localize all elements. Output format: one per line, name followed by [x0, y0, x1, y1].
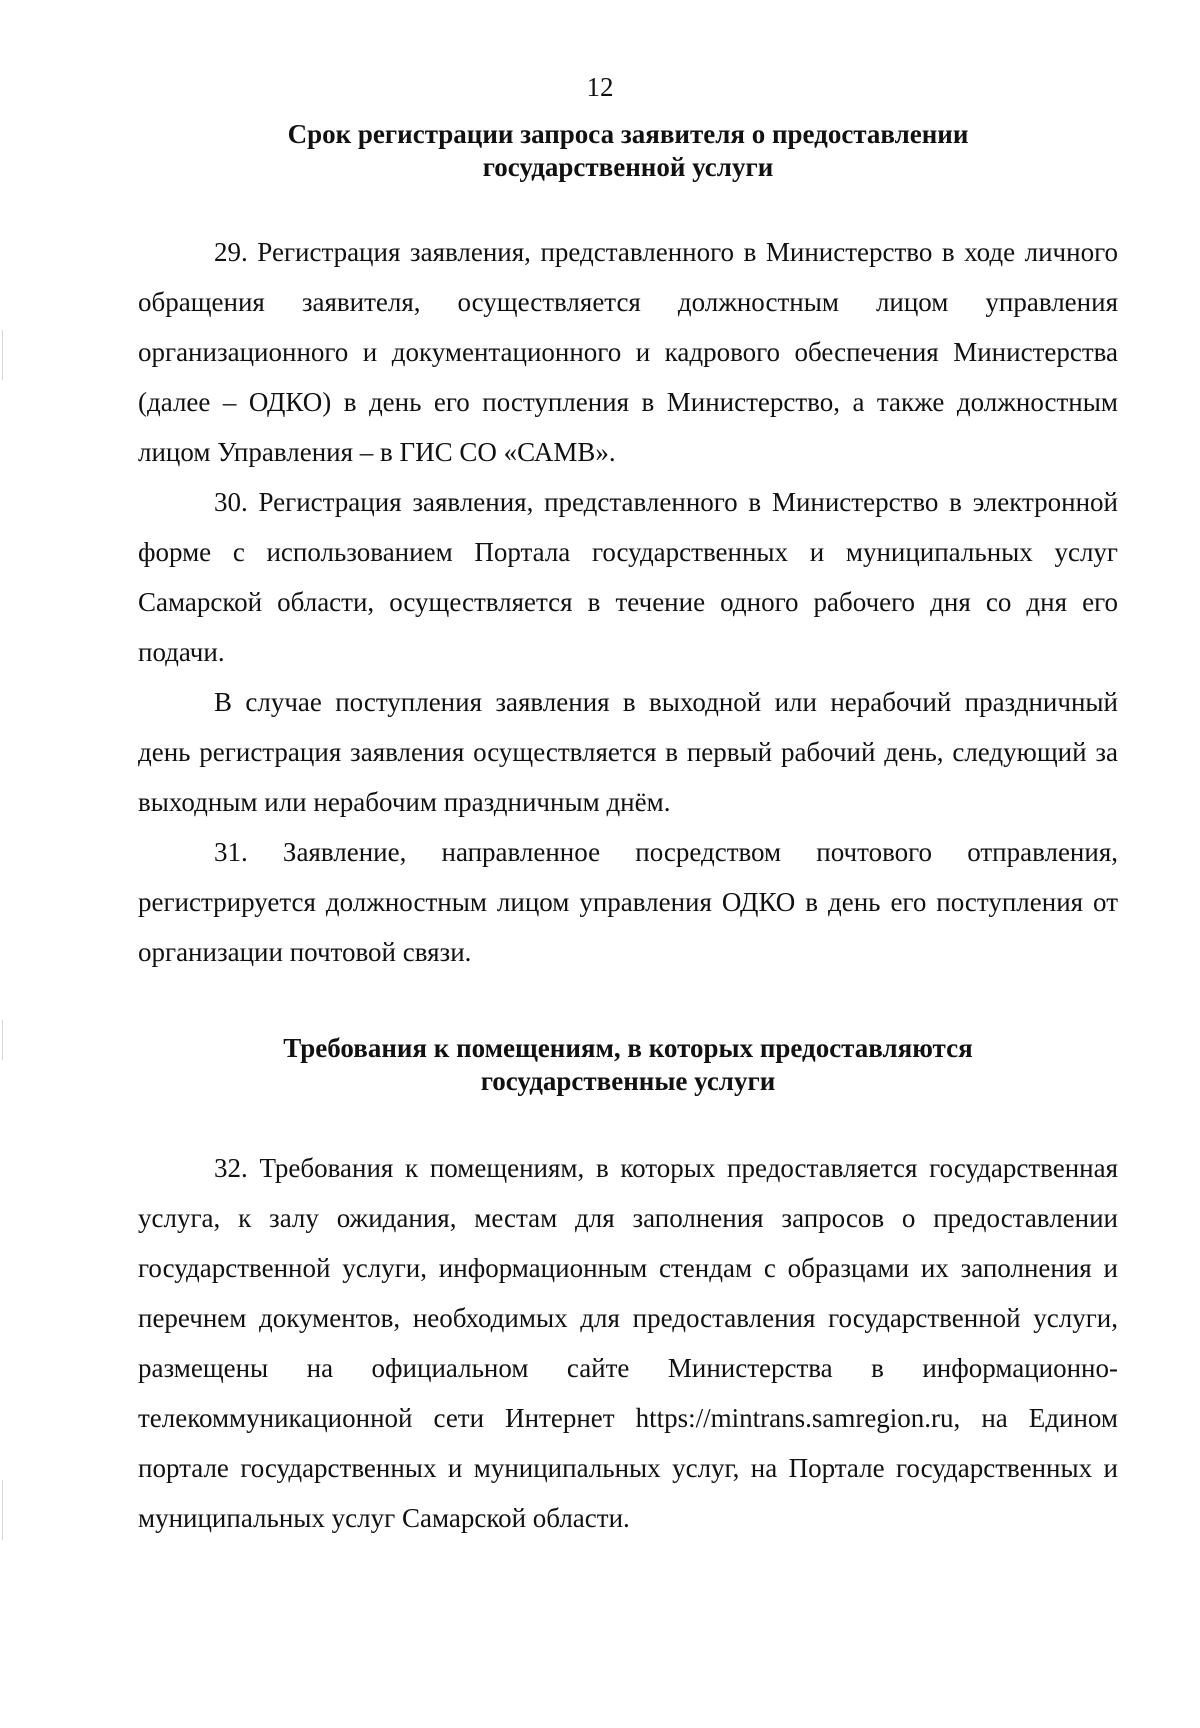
page-number: 12	[586, 72, 614, 102]
paragraph-32: 32. Требования к помещениям, в которых предоставляется государственная услуга, к залу ожидания, местам для заполнения запросов о предоставлении государственной услуги, информационным стендам с образцами их заполнения и перечнем документов, необходимых для предоставления государственной услуги, размещены на официальном сайте Министерства в информационно-телекоммуникационной сети Интернет https://mintrans.samregion.ru, на Едином портале государственных и муниципальных услуг, на Портале государственных и муниципальных услуг Самарской области.	[138, 1153, 1118, 1533]
paragraph-30: 30. Регистрация заявления, представленного в Министерство в электронной форме с использованием Портала государственных и муниципальных услуг Самарской области, осуществляется в течение одного рабочего дня со дня его подачи.	[138, 487, 1118, 667]
paragraph-29: 29. Регистрация заявления, представленного в Министерство в ходе личного обращения заявителя, осуществляется должностным лицом управления организационного и документационного и кадрового обеспечения Министерства (далее – ОДКО) в день его поступления в Министерство, а также должностным лицом Управления – в ГИС СО «САМВ».	[138, 237, 1118, 467]
section-title-line: Срок регистрации запроса заявителя о предоставлении	[287, 119, 969, 149]
scan-edge-mark	[2, 1480, 3, 1540]
scan-edge-mark	[2, 330, 3, 380]
paragraph-31: 31. Заявление, направленное посредством почтового отправления, регистрируется должностным лицом управления ОДКО в день его поступления от организации почтовой связи.	[138, 837, 1118, 967]
section-title	[138, 118, 1118, 184]
section-heading	[138, 118, 1118, 184]
paragraph-30-weekend: В случае поступления заявления в выходной или нерабочий праздничный день регистрация заявления осуществляется в первый рабочий день, следующий за выходным или нерабочим праздничным днём.	[138, 687, 1118, 817]
section-title	[138, 1032, 1118, 1098]
section-title-line: Требования к помещениям, в которых предоставляются	[283, 1033, 973, 1063]
section-title-line: государственные услуги	[480, 1066, 776, 1096]
scan-edge-mark	[2, 1020, 3, 1060]
section-body	[138, 227, 1118, 977]
section-title-line: государственной услуги	[482, 152, 774, 182]
section-body	[138, 1143, 1118, 1543]
section-heading	[138, 1032, 1118, 1098]
